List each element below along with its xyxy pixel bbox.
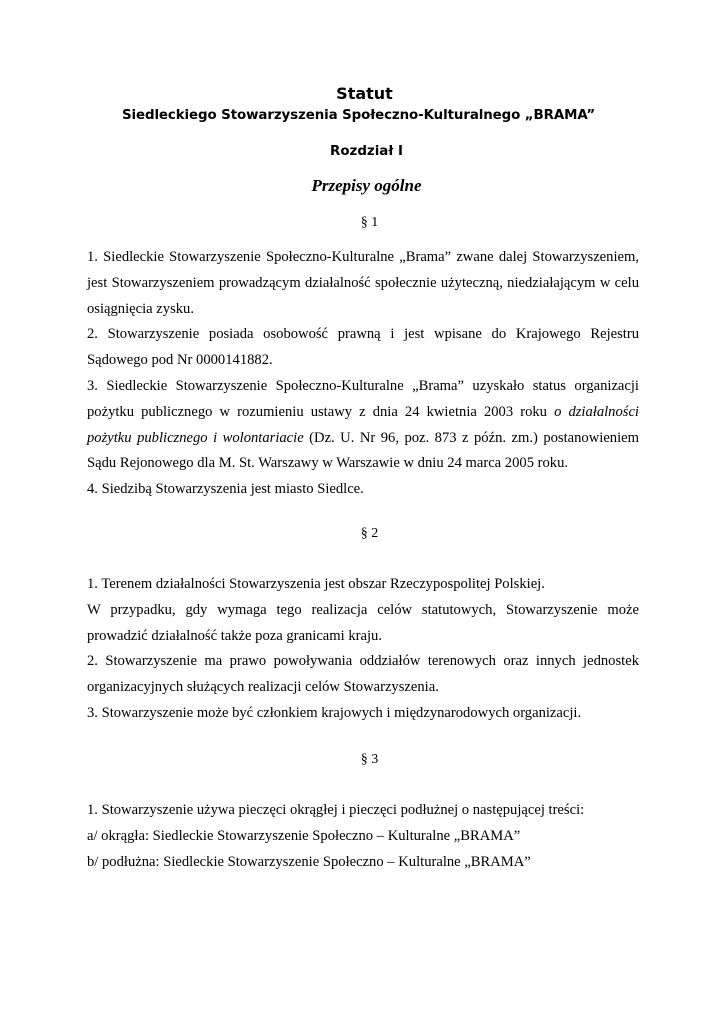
section-1-item-1: 1. Siedleckie Stowarzyszenie Społeczno-Kulturalne „Brama” zwane dalej Stowarzyszeniem, jest Stowarzyszeniem prowadzącym działalność społecznie użyteczną, niedziałającym w celu osiągnięcia zysku. bbox=[87, 249, 639, 317]
section-2-item-3: 3. Stowarzyszenie może być członkiem krajowych i międzynarodowych organizacji. bbox=[87, 704, 582, 721]
section-2-item-1-continuation: W przypadku, gdy wymaga tego realizacja celów statutowych, Stowarzyszenie może prowadzić działalność także poza granicami kraju. bbox=[87, 601, 639, 644]
section-3-body bbox=[87, 798, 639, 875]
section-1-item-3-act-title: o działalności pożytku publicznego i wolontariacie bbox=[87, 403, 639, 446]
document-title: Statut bbox=[336, 84, 393, 103]
section-1-item-3-text-a: 3. Siedleckie Stowarzyszenie Społeczno-Kulturalne „Brama” uzyskało status organizacji pożytku publicznego w rozumieniu ustawy z dnia 24 kwietnia 2003 roku bbox=[87, 377, 639, 420]
section-2-item-1: 1. Terenem działalności Stowarzyszenia jest obszar Rzeczypospolitej Polskiej. bbox=[87, 576, 545, 592]
section-2-body bbox=[87, 572, 639, 727]
paragraph-sign-2: § 2 bbox=[360, 526, 379, 541]
paragraph-sign-1: § 1 bbox=[360, 215, 379, 230]
section-1-item-3-text-b: (Dz. U. Nr 96, poz. 873 z późn. zm.) postanowieniem Sądu Rejonowego dla M. St. Warszawy w Warszawie w dniu 24 marca 2005 roku. bbox=[87, 429, 639, 472]
section-title: Przepisy ogólne bbox=[311, 176, 422, 195]
section-3-item-a: a/ okrągła: Siedleckie Stowarzyszenie Społeczno – Kulturalne „BRAMA” bbox=[87, 827, 521, 844]
section-2-item-2: 2. Stowarzyszenie ma prawo powoływania oddziałów terenowych oraz innych jednostek organizacyjnych służących realizacji celów Stowarzyszenia. bbox=[87, 653, 639, 696]
paragraph-sign-3: § 3 bbox=[360, 752, 379, 767]
document-subtitle: Siedleckiego Stowarzyszenia Społeczno-Kulturalnego „BRAMA” bbox=[121, 108, 596, 123]
section-1-body bbox=[87, 245, 639, 503]
section-3-item-b: b/ podłużna: Siedleckie Stowarzyszenie Społeczno – Kulturalne „BRAMA” bbox=[87, 853, 531, 870]
section-3-item-1: 1. Stowarzyszenie używa pieczęci okrągłej i pieczęci podłużnej o następującej treści: bbox=[87, 802, 585, 818]
section-1-item-4: 4. Siedzibą Stowarzyszenia jest miasto Siedlce. bbox=[87, 481, 364, 498]
chapter-heading: Rozdział I bbox=[330, 144, 403, 159]
section-1-item-3 bbox=[87, 374, 639, 477]
section-1-item-2: 2. Stowarzyszenie posiada osobowość prawną i jest wpisane do Krajowego Rejestru Sądowego pod Nr 0000141882. bbox=[87, 326, 639, 369]
